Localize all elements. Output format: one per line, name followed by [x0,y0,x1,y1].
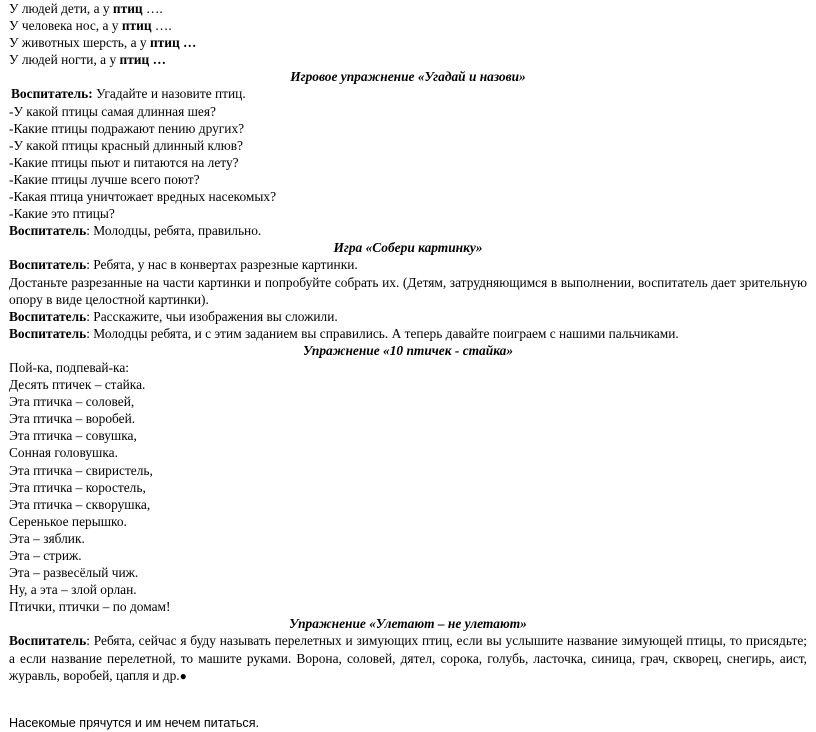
question-line: -Какие птицы подражают пению других? [9,120,245,136]
poem-line: Ну, а эта – злой орлан. [9,582,137,598]
teacher-line: Воспитатель: Молодцы ребята, и с этим заданием вы справились. А теперь давайте поиграем с нашими пальчиками. [9,325,679,341]
teacher-line: Воспитатель: Ребята, у нас в конвертах разрезные картинки. [9,257,358,273]
poem-line: Серенькое перышко. [9,513,127,529]
poem-line: Эта – зяблик. [9,530,85,546]
intro-line: У людей дети, а у птиц …. [9,1,163,16]
footer-line: Насекомые прячутся и им нечем питаться. [9,715,260,730]
poem-line: Пой-ка, подпевай-ка: [9,359,130,375]
poem-line: Эта – развесёлый чиж. [9,565,139,581]
intro-line: У людей ногти, а у птиц … [9,52,166,68]
poem-line: Эта птичка – свиристель, [9,462,153,478]
paragraph: Достаньте разрезанные на части картинки и попробуйте собрать их. (Детям, затрудняющимся в выполнении, воспитатель дает зрительную опору в виде целостной картинки). [9,274,807,307]
poem-line: Птички, птички – по домам! [9,599,171,615]
poem-line: Сонная головушка. [9,445,118,461]
section-heading: Упражнение «Улетают – не улетают» [289,616,527,632]
spacer [9,685,807,715]
question-line: -Какие это птицы? [9,206,115,222]
paragraph: Воспитатель: Ребята, сейчас я буду называть перелетных и зимующих птиц, если вы услышите название зимующей птицы, то присядьте; а если название перелетной, то машите руками. Ворона, соловей, дятел, сорока, голубь, ласточка, синица, грач, скворец, снегирь, аист, журавль, воробей, цапля и др.● [9,633,807,683]
poem-line: Эта птичка – совушка, [9,428,137,444]
document-page [9,0,807,732]
poem-line: Десять птичек – стайка. [9,377,146,393]
question-line: -У какой птицы красный длинный клюв? [9,137,243,153]
intro-line: У человека нос, а у птиц …. [9,18,172,34]
teacher-line: Воспитатель: Расскажите, чьи изображения вы сложили. [9,308,338,324]
bullet-icon: ● [179,668,187,683]
teacher-line: Воспитатель: Молодцы, ребята, правильно. [9,223,262,239]
intro-line: У животных шерсть, а у птиц … [9,35,197,51]
section-heading: Упражнение «10 птичек - стайка» [302,342,514,358]
question-line: -Какая птица уничтожает вредных насекомых? [9,189,277,205]
poem-line: Эта птичка – коростель, [9,479,146,495]
question-line: -Какие птицы лучше всего поют? [9,171,200,187]
section-heading: Игровое упражнение «Угадай и назови» [290,69,526,85]
poem-line: Эта птичка – соловей, [9,394,135,410]
section-heading: Игра «Собери картинку» [333,240,483,256]
poem-line: Эта птичка – воробей. [9,411,136,427]
poem-line: Эта птичка – скворушка, [9,496,151,512]
teacher-line: Воспитатель: Угадайте и назовите птиц. [11,86,246,102]
question-line: -Какие птицы пьют и питаются на лету? [9,154,239,170]
question-line: -У какой птицы самая длинная шея? [9,103,216,119]
poem-line: Эта – стриж. [9,548,82,563]
